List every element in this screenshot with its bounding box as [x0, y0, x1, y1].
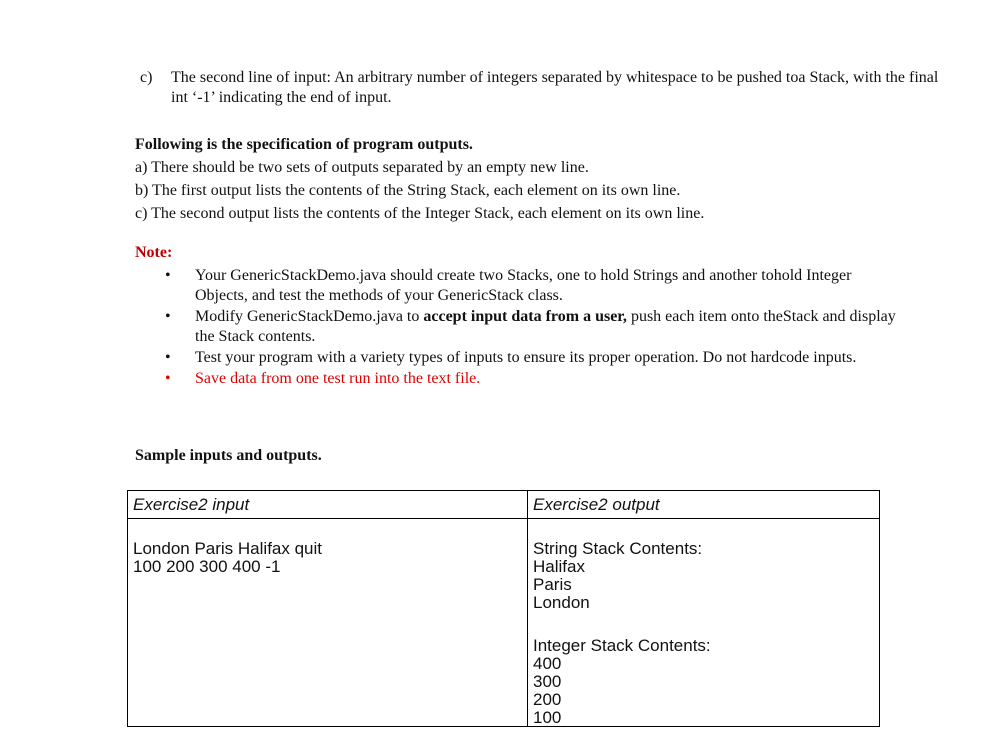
input-line: London Paris Halifax quit [133, 539, 323, 558]
note-bullet-text: Your GenericStackDemo.java should create two Stacks, one to hold Strings and another tohold Integer Objects, and test the methods of your GenericStack class. [195, 267, 852, 304]
integer-stack-title: Integer Stack Contents: [533, 636, 711, 655]
note-bullet-text: Save data from one test run into the text file. [195, 370, 481, 387]
string-stack-item: Paris [533, 575, 572, 594]
note-bullet [165, 348, 905, 368]
bullet-dot-icon: • [165, 349, 171, 366]
integer-stack-item: 100 [533, 708, 562, 727]
sample-heading: Sample inputs and outputs. [135, 447, 322, 464]
input-lines [128, 540, 527, 576]
bullet-dot-icon: • [165, 370, 171, 387]
bullet-dot-icon: • [165, 267, 171, 284]
bullet-dot-icon: • [165, 308, 171, 325]
item-c-label: c) [140, 69, 153, 86]
note-bullet-list [165, 266, 905, 390]
input-column [128, 491, 528, 726]
output-column-header: Exercise2 output [528, 491, 879, 519]
output-spec-item: c) The second output lists the contents of the Integer Stack, each element on its own line. [135, 205, 705, 222]
output-spec-heading: Following is the specification of program outputs. [135, 136, 473, 153]
note-bullet [165, 266, 905, 306]
output-column [528, 491, 879, 726]
output-spec-item: b) The first output lists the contents of the String Stack, each element on its own line. [135, 182, 681, 199]
string-stack-item: London [533, 593, 590, 612]
item-c-text: The second line of input: An arbitrary number of integers separated by whitespace to be pushed toa Stack, with the final int ‘-1’ indicating the end of input. [171, 69, 939, 106]
input-column-header: Exercise2 input [128, 491, 527, 519]
string-stack-output [528, 540, 879, 612]
output-spec-section [135, 133, 935, 225]
note-bullet-text: Test your program with a variety types of inputs to ensure its proper operation. Do not hardcode inputs. [195, 349, 857, 366]
note-bullet-highlight [165, 369, 905, 389]
note-bullet [165, 307, 905, 347]
note-bullet-text-part: Modify GenericStackDemo.java to [195, 308, 424, 325]
input-line: 100 200 300 400 -1 [133, 557, 281, 576]
integer-stack-item: 200 [533, 690, 562, 709]
integer-stack-item: 400 [533, 654, 562, 673]
sample-io-table [127, 490, 880, 727]
note-section [135, 243, 935, 387]
string-stack-item: Halifax [533, 557, 585, 576]
output-spec-item: a) There should be two sets of outputs separated by an empty new line. [135, 159, 589, 176]
note-bullet-emphasis: accept input data from a user, [423, 308, 627, 325]
note-bullet-text-part: push each item onto theStack and display the Stack contents. [195, 308, 896, 345]
note-title: Note: [135, 244, 173, 261]
integer-stack-item: 300 [533, 672, 562, 691]
string-stack-title: String Stack Contents: [533, 539, 703, 558]
note-bullet-text [195, 308, 896, 345]
integer-stack-output [528, 637, 879, 727]
